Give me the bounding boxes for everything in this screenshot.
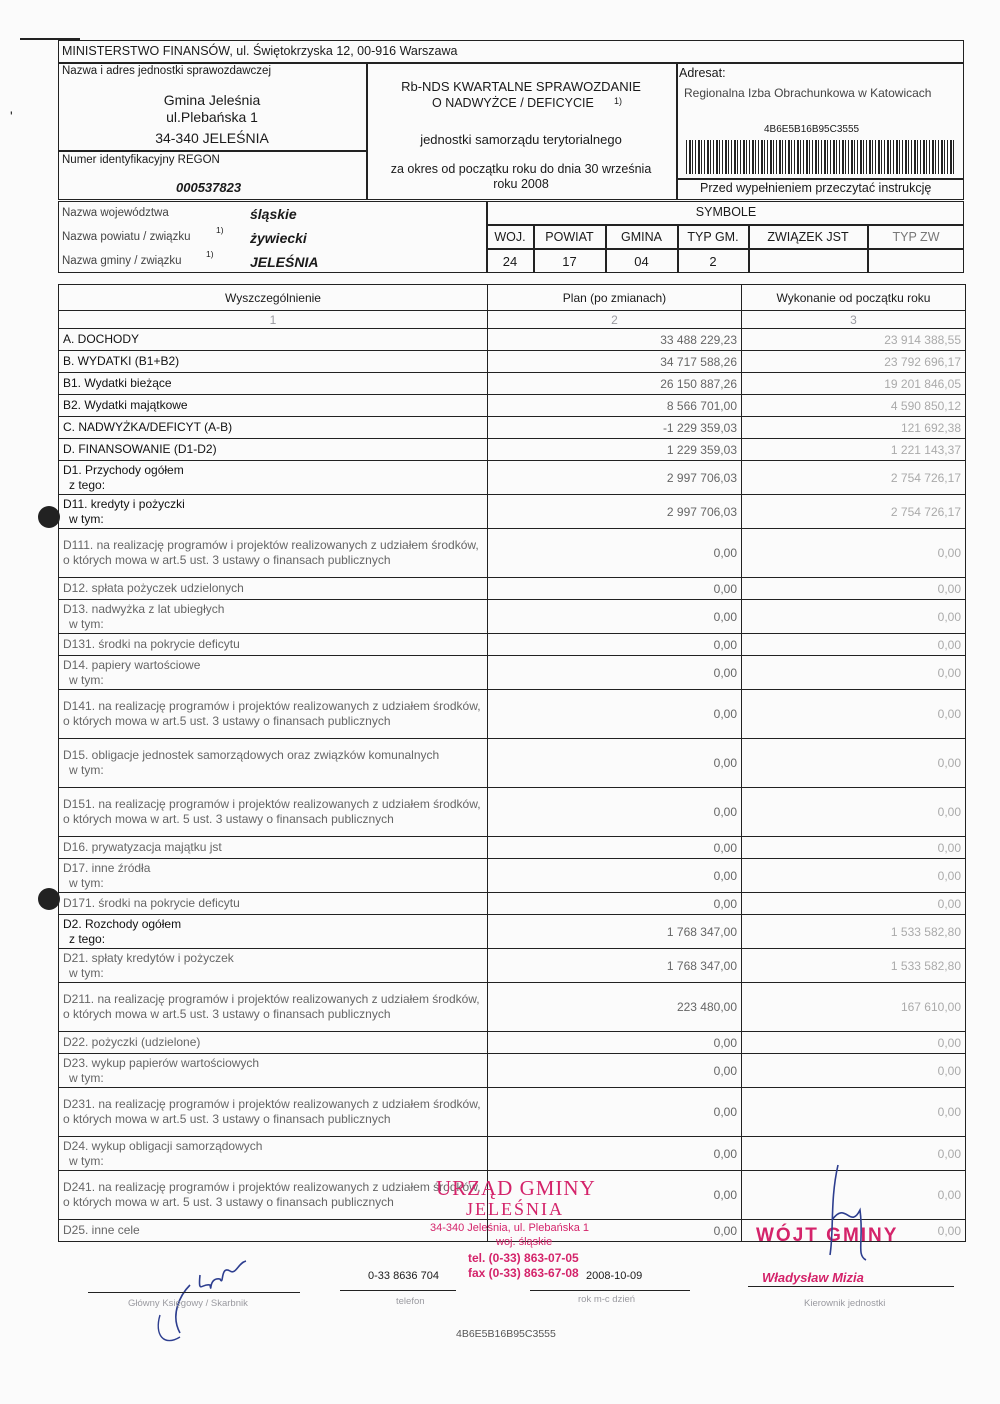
row-sublabel: w tym: (69, 1153, 104, 1168)
plan-value: 0,00 (488, 739, 742, 788)
plan-value: 0,00 (488, 859, 742, 893)
row-label-cell (59, 983, 488, 1032)
symbol-value-typ-gm: 2 (709, 254, 717, 269)
row-label: D17. inne źródła (63, 860, 151, 875)
row-label: D2. Rozchody ogółem (63, 916, 182, 931)
plan-value: 0,00 (488, 1171, 742, 1220)
regon-value: 000537823 (176, 180, 242, 195)
phone-value: 0-33 8636 704 (368, 1270, 439, 1282)
table-row (59, 417, 966, 439)
execution-value: 4 590 850,12 (742, 395, 966, 417)
county-label: Nazwa powiatu / związku (62, 231, 191, 243)
row-label: D11. kredyty i pożyczki (63, 496, 185, 511)
margin-mark: ' (10, 108, 13, 124)
row-label-cell (59, 915, 488, 949)
table-row (59, 656, 966, 690)
symbol-value-woj: 24 (502, 254, 518, 269)
regon-label: Numer identyfikacyjny REGON (62, 154, 220, 166)
execution-value: 121 692,38 (742, 417, 966, 439)
plan-value: 1 768 347,00 (488, 949, 742, 983)
table-row (59, 837, 966, 859)
row-sublabel: w tym: (69, 965, 104, 980)
row-label: D241. na realizację programów i projektów realizowanych z udziałem środków, o których mowa w art. 5 ust. 3 ustawy o finansach publicznych (63, 1180, 481, 1209)
plan-value: 0,00 (488, 656, 742, 690)
table-row (59, 351, 966, 373)
voivodeship-value: śląskie (250, 206, 297, 222)
voivodeship-label: Nazwa województwa (62, 207, 169, 219)
commune-value: JELEŚNIA (250, 254, 319, 270)
execution-value: 1 533 582,80 (742, 949, 966, 983)
unit-label: Nazwa i adres jednostki sprawozdawczej (62, 65, 272, 77)
table-row (59, 634, 966, 656)
wojt-name: Władysław Mizia (762, 1270, 864, 1285)
table-row (59, 788, 966, 837)
office-stamp-tel: tel. (0-33) 863-07-05 (468, 1251, 579, 1265)
execution-value: 23 792 696,17 (742, 351, 966, 373)
row-label-cell (59, 600, 488, 634)
row-label-cell (59, 788, 488, 837)
symbol-header-powiat: POWIAT (545, 230, 594, 244)
row-label: D171. środki na pokrycie deficytu (63, 896, 240, 910)
row-label: B1. Wydatki bieżące (63, 376, 172, 390)
table-row (59, 1054, 966, 1088)
report-title-sup: 1) (614, 96, 623, 106)
row-sublabel: w tym: (69, 875, 104, 890)
table-row (59, 739, 966, 788)
table-row (59, 983, 966, 1032)
row-label-cell (59, 329, 488, 351)
execution-value: 1 533 582,80 (742, 915, 966, 949)
row-label-cell (59, 461, 488, 495)
date-value: 2008-10-09 (586, 1270, 643, 1282)
commune-sup: 1) (206, 249, 214, 259)
office-stamp-town: JELEŚNIA (466, 1199, 564, 1219)
unit-name: Gmina Jeleśnia (163, 92, 261, 108)
plan-value: -1 229 359,03 (488, 417, 742, 439)
row-label-cell (59, 634, 488, 656)
execution-value: 23 914 388,55 (742, 329, 966, 351)
row-label: D15. obligacje jednostek samorządowych oraz związków komunalnych (63, 748, 440, 762)
execution-value: 0,00 (742, 1088, 966, 1137)
date-label: rok m-c dzień (578, 1294, 636, 1305)
row-label: D. FINANSOWANIE (D1-D2) (63, 442, 217, 456)
signature-right (820, 1160, 890, 1270)
plan-value: 0,00 (488, 788, 742, 837)
row-label: D21. spłaty kredytów i pożyczek (63, 950, 234, 965)
addressee-label: Adresat: (679, 66, 726, 80)
row-label-cell (59, 739, 488, 788)
execution-value: 0,00 (742, 578, 966, 600)
col-header-plan: Plan (po zmianach) (488, 285, 742, 311)
symbol-header-zwiazek: ZWIĄZEK JST (767, 230, 849, 244)
symbol-header-gmina: GMINA (621, 230, 662, 244)
plan-value: 0,00 (488, 1137, 742, 1171)
execution-value: 0,00 (742, 859, 966, 893)
table-row (59, 1088, 966, 1137)
unit-city: 34-340 JELEŚNIA (155, 130, 269, 146)
execution-value: 0,00 (742, 788, 966, 837)
row-label: D22. pożyczki (udzielone) (63, 1035, 201, 1049)
punch-hole-top (38, 506, 60, 528)
row-label: B. WYDATKI (B1+B2) (63, 354, 180, 368)
execution-value: 0,00 (742, 634, 966, 656)
execution-value: 0,00 (742, 1137, 966, 1171)
row-label-cell (59, 1220, 488, 1242)
office-stamp-region: woj. śląskie (496, 1236, 553, 1248)
plan-value: 0,00 (488, 1088, 742, 1137)
row-sublabel: w tym: (69, 616, 104, 631)
plan-value: 0,00 (488, 529, 742, 578)
execution-value: 2 754 726,17 (742, 461, 966, 495)
report-title-1: Rb-NDS KWARTALNE SPRAWOZDANIE (401, 79, 641, 94)
row-label: D211. na realizację programów i projektów realizowanych z udziałem środków, o których mowa w art.5 ust. 3 ustawy o finansach publicznych (63, 992, 480, 1021)
plan-value: 0,00 (488, 1054, 742, 1088)
row-label: D141. na realizację programów i projektów realizowanych z udziałem środków, o których mowa w art.5 ust. 3 ustawy o finansach publicznych (63, 699, 481, 728)
row-label-cell (59, 1137, 488, 1171)
office-stamp-address: 34-340 Jeleśnia, ul. Plebańska 1 (430, 1222, 589, 1234)
plan-value: 0,00 (488, 578, 742, 600)
plan-value: 0,00 (488, 690, 742, 739)
execution-value: 0,00 (742, 529, 966, 578)
row-label: D231. na realizację programów i projektów realizowanych z udziałem środków, o których mowa w art.5 ust. 3 ustawy o finansach publicznych (63, 1097, 481, 1126)
row-label-cell (59, 417, 488, 439)
row-label: D24. wykup obligacji samorządowych (63, 1138, 263, 1153)
plan-value: 26 150 887,26 (488, 373, 742, 395)
row-label-cell (59, 373, 488, 395)
execution-value: 0,00 (742, 690, 966, 739)
row-label: D111. na realizację programów i projektów realizowanych z udziałem środków, o których mowa w art.5 ust. 3 ustawy o finansach publicznych (63, 538, 479, 567)
symbol-header-typ-gm: TYP GM. (687, 230, 739, 244)
table-row (59, 600, 966, 634)
county-sup: 1) (216, 225, 224, 235)
row-label-cell (59, 351, 488, 373)
col-number-3: 3 (742, 311, 966, 329)
row-label-cell (59, 837, 488, 859)
row-label-cell (59, 859, 488, 893)
col-number-2: 2 (488, 311, 742, 329)
period-line-2: roku 2008 (493, 177, 549, 191)
unit-street: ul.Plebańska 1 (166, 109, 258, 125)
plan-value: 34 717 588,26 (488, 351, 742, 373)
barcode-bottom-text: 4B6E5B16B95C3555 (456, 1328, 556, 1340)
symbol-value-gmina: 04 (634, 254, 649, 269)
row-label-cell (59, 439, 488, 461)
row-label: D151. na realizację programów i projektów realizowanych z udziałem środków, o których mowa w art. 5 ust. 3 ustawy o finansach publicznych (63, 797, 481, 826)
table-row (59, 329, 966, 351)
row-label-cell (59, 395, 488, 417)
row-label: D14. papiery wartościowe (63, 657, 201, 672)
execution-value: 0,00 (742, 1032, 966, 1054)
execution-value: 0,00 (742, 837, 966, 859)
row-label-cell (59, 656, 488, 690)
row-label-cell (59, 1032, 488, 1054)
execution-value: 0,00 (742, 893, 966, 915)
commune-label: Nazwa gminy / związku (62, 255, 182, 267)
table-row (59, 859, 966, 893)
plan-value: 223 480,00 (488, 983, 742, 1032)
phone-label: telefon (396, 1296, 425, 1307)
execution-value: 0,00 (742, 1220, 966, 1242)
row-label: D1. Przychody ogółem (63, 462, 184, 477)
table-row (59, 690, 966, 739)
punch-hole-bottom (38, 888, 60, 910)
execution-value: 2 754 726,17 (742, 495, 966, 529)
row-label: D12. spłata pożyczek udzielonych (63, 581, 244, 595)
period-line-1: za okres od początku roku do dnia 30 września (390, 162, 652, 176)
symbol-value-powiat: 17 (562, 254, 577, 269)
table-row (59, 461, 966, 495)
row-sublabel: z tego: (69, 931, 106, 946)
row-label-cell (59, 1171, 488, 1220)
plan-value: 2 997 706,03 (488, 461, 742, 495)
row-label: D16. prywatyzacja majątku jst (63, 840, 222, 854)
row-label-cell (59, 949, 488, 983)
signature-right-label: Kierownik jednostki (804, 1298, 886, 1309)
col-number-1: 1 (59, 311, 488, 329)
plan-value: 8 566 701,00 (488, 395, 742, 417)
execution-value: 0,00 (742, 1171, 966, 1220)
office-stamp-title: URZĄD GMINY (436, 1176, 596, 1200)
row-label: A. DOCHODY (63, 332, 140, 346)
table-row (59, 495, 966, 529)
table-row (59, 395, 966, 417)
table-row (59, 949, 966, 983)
addressee-name: Regionalna Izba Obrachunkowa w Katowicach (684, 86, 932, 100)
row-sublabel: w tym: (69, 1070, 104, 1085)
plan-value: 0,00 (488, 1220, 742, 1242)
instruction-note: Przed wypełnieniem przeczytać instrukcję (700, 181, 932, 195)
execution-value: 0,00 (742, 1054, 966, 1088)
symbol-header-woj: WOJ. (494, 230, 526, 244)
plan-value: 33 488 229,23 (488, 329, 742, 351)
budget-table (58, 284, 966, 1242)
col-header-exec: Wykonanie od początku roku (742, 285, 966, 311)
row-label: D131. środki na pokrycie deficytu (63, 637, 240, 651)
table-row (59, 1032, 966, 1054)
ministry-line: MINISTERSTWO FINANSÓW, ul. Świętokrzyska 12, 00-916 Warszawa (62, 44, 458, 58)
row-label: D25. inne cele (63, 1223, 140, 1237)
execution-value: 0,00 (742, 600, 966, 634)
plan-value: 0,00 (488, 1032, 742, 1054)
table-row (59, 915, 966, 949)
row-label: C. NADWYŻKA/DEFICYT (A-B) (63, 420, 233, 434)
row-label-cell (59, 690, 488, 739)
row-label-cell (59, 1088, 488, 1137)
plan-value: 0,00 (488, 600, 742, 634)
table-row (59, 578, 966, 600)
table-row (59, 439, 966, 461)
row-label: B2. Wydatki majątkowe (63, 398, 188, 412)
row-label-cell (59, 495, 488, 529)
row-sublabel: z tego: (69, 477, 106, 492)
barcode-image (686, 140, 954, 174)
row-sublabel: w tym: (69, 511, 104, 526)
row-label-cell (59, 578, 488, 600)
plan-value: 0,00 (488, 893, 742, 915)
wojt-stamp: WÓJT GMINY (756, 1225, 899, 1246)
county-value: żywiecki (250, 230, 307, 246)
symbols-title: SYMBOLE (695, 205, 757, 219)
table-row (59, 373, 966, 395)
row-label: D13. nadwyżka z lat ubiegłych (63, 601, 225, 616)
row-label-cell (59, 893, 488, 915)
plan-value: 0,00 (488, 837, 742, 859)
row-sublabel: w tym: (69, 672, 104, 687)
execution-value: 1 221 143,37 (742, 439, 966, 461)
plan-value: 0,00 (488, 634, 742, 656)
row-label: D23. wykup papierów wartościowych (63, 1055, 260, 1070)
office-stamp-fax: fax (0-33) 863-67-08 (468, 1266, 579, 1280)
table-row (59, 529, 966, 578)
plan-value: 1 229 359,03 (488, 439, 742, 461)
plan-value: 1 768 347,00 (488, 915, 742, 949)
execution-value: 0,00 (742, 656, 966, 690)
barcode-text: 4B6E5B16B95C3555 (764, 124, 860, 135)
execution-value: 167 610,00 (742, 983, 966, 1032)
execution-value: 0,00 (742, 739, 966, 788)
plan-value: 2 997 706,03 (488, 495, 742, 529)
symbol-header-typ-zw: TYP ZW (892, 230, 940, 244)
execution-value: 19 201 846,05 (742, 373, 966, 395)
row-label-cell (59, 1054, 488, 1088)
report-title-3: jednostki samorządu terytorialnego (420, 132, 622, 147)
report-title-2: O NADWYŻCE / DEFICYCIE (432, 96, 594, 110)
row-label-cell (59, 529, 488, 578)
table-row (59, 893, 966, 915)
signature-left-label: Główny Księgowy / Skarbnik (128, 1298, 248, 1309)
col-header-item: Wyszczególnienie (59, 285, 488, 311)
row-sublabel: w tym: (69, 763, 104, 777)
